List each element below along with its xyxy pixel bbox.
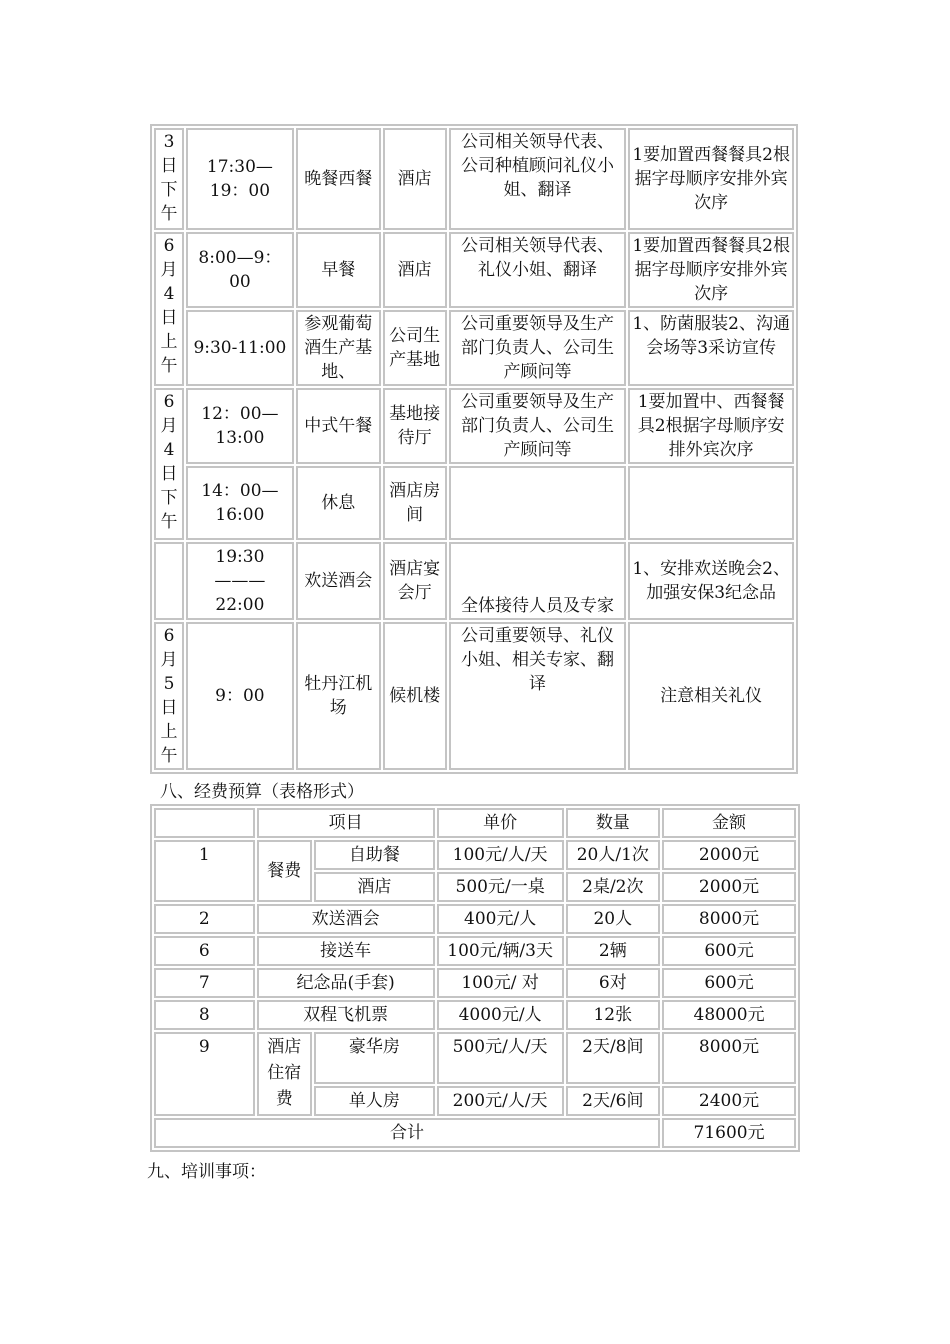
event-cell: 参观葡萄酒生产基地、 (296, 310, 381, 386)
amount-cell: 2400元 (662, 1086, 796, 1116)
row-no: 9 (154, 1032, 255, 1116)
place-cell: 候机楼 (383, 622, 447, 770)
place-cell: 基地接待厅 (383, 388, 447, 464)
table-row (154, 542, 794, 620)
people-cell: 全体接待人员及专家 (449, 542, 627, 620)
people-cell: 公司相关领导代表、礼仪小姐、翻译 (449, 232, 627, 308)
price-cell: 100元/人/天 (437, 840, 564, 870)
amount-cell: 2000元 (662, 872, 796, 902)
people-cell: 公司重要领导及生产部门负责人、公司生产顾问等 (449, 310, 627, 386)
table-row (154, 840, 796, 870)
table-row (154, 388, 794, 464)
row-no: 7 (154, 968, 255, 998)
notes-cell: 1、防菌服装2、沟通会场等3采访宣传 (628, 310, 794, 386)
header-item: 项目 (257, 808, 435, 838)
item-cell: 自助餐 (314, 840, 435, 870)
event-cell: 欢送酒会 (296, 542, 381, 620)
table-header-row (154, 808, 796, 838)
item-cell: 单人房 (314, 1086, 435, 1116)
row-no: 6 (154, 936, 255, 966)
notes-cell: 1要加置西餐餐具2根据字母顺序安排外宾次序 (628, 128, 794, 230)
qty-cell: 2天/6间 (566, 1086, 661, 1116)
qty-cell: 6对 (566, 968, 661, 998)
header-qty: 数量 (566, 808, 661, 838)
section-9-heading: 九、培训事项： (147, 1162, 266, 1182)
total-amount: 71600元 (662, 1118, 796, 1148)
place-cell: 公司生产基地 (383, 310, 447, 386)
price-cell: 500元/人/天 (437, 1032, 564, 1084)
meal-group-cell: 餐费 (257, 840, 312, 902)
notes-cell: 注意相关礼仪 (628, 622, 794, 770)
row-no: 8 (154, 1000, 255, 1030)
amount-cell: 8000元 (662, 904, 796, 934)
time-cell: 19:30———22:00 (186, 542, 294, 620)
qty-cell: 20人 (566, 904, 661, 934)
time-cell: 14：00—16:00 (186, 466, 294, 540)
row-no: 2 (154, 904, 255, 934)
qty-cell: 2桌/2次 (566, 872, 661, 902)
budget-table (150, 804, 800, 1152)
price-cell: 4000元/人 (437, 1000, 564, 1030)
amount-cell: 48000元 (662, 1000, 796, 1030)
table-row (154, 968, 796, 998)
item-cell: 纪念品(手套) (257, 968, 435, 998)
place-cell: 酒店宴会厅 (383, 542, 447, 620)
people-cell: 公司相关领导代表、公司种植顾问礼仪小姐、翻译 (449, 128, 627, 230)
price-cell: 500元/一桌 (437, 872, 564, 902)
item-cell: 接送车 (257, 936, 435, 966)
schedule-table (150, 124, 798, 774)
total-row (154, 1118, 796, 1148)
people-cell: 公司重要领导、礼仪小姐、相关专家、翻译 (449, 622, 627, 770)
qty-cell: 20人/1次 (566, 840, 661, 870)
price-cell: 400元/人 (437, 904, 564, 934)
notes-cell: 1、安排欢送晚会2、加强安保3纪念品 (628, 542, 794, 620)
day-cell: 6月5日上午 (154, 622, 184, 770)
table-row (154, 622, 794, 770)
day-cell: 6月4日下午 (154, 388, 184, 540)
item-cell: 豪华房 (314, 1032, 435, 1084)
place-cell: 酒店房间 (383, 466, 447, 540)
amount-cell: 600元 (662, 936, 796, 966)
day-cell: 3日下午 (154, 128, 184, 230)
amount-cell: 600元 (662, 968, 796, 998)
total-label: 合计 (154, 1118, 660, 1148)
header-price: 单价 (437, 808, 564, 838)
table-row (154, 128, 794, 230)
item-cell: 欢送酒会 (257, 904, 435, 934)
table-row (154, 466, 794, 540)
row-no: 1 (154, 840, 255, 902)
table-row (154, 310, 794, 386)
price-cell: 100元/辆/3天 (437, 936, 564, 966)
event-cell: 中式午餐 (296, 388, 381, 464)
time-cell: 8:00—9：00 (186, 232, 294, 308)
time-cell: 17:30—19：00 (186, 128, 294, 230)
header-amount: 金额 (662, 808, 796, 838)
event-cell: 早餐 (296, 232, 381, 308)
notes-cell (628, 466, 794, 540)
table-row (154, 232, 794, 308)
table-row (154, 904, 796, 934)
people-cell (449, 466, 627, 540)
amount-cell: 2000元 (662, 840, 796, 870)
table-row (154, 1032, 796, 1084)
item-cell: 双程飞机票 (257, 1000, 435, 1030)
time-cell: 9：00 (186, 622, 294, 770)
people-cell: 公司重要领导及生产部门负责人、公司生产顾问等 (449, 388, 627, 464)
qty-cell: 2辆 (566, 936, 661, 966)
qty-cell: 12张 (566, 1000, 661, 1030)
item-cell: 酒店 (314, 872, 435, 902)
time-cell: 9:30-11:00 (186, 310, 294, 386)
place-cell: 酒店 (383, 128, 447, 230)
time-cell: 12：00—13:00 (186, 388, 294, 464)
table-row (154, 936, 796, 966)
event-cell: 牡丹江机场 (296, 622, 381, 770)
place-cell: 酒店 (383, 232, 447, 308)
day-cell (154, 542, 184, 620)
qty-cell: 2天/8间 (566, 1032, 661, 1084)
amount-cell: 8000元 (662, 1032, 796, 1084)
header-no (154, 808, 255, 838)
table-row (154, 1000, 796, 1030)
event-cell: 休息 (296, 466, 381, 540)
price-cell: 100元/ 对 (437, 968, 564, 998)
notes-cell: 1要加置中、西餐餐具2根据字母顺序安排外宾次序 (628, 388, 794, 464)
hotel-group-cell: 酒店住宿费 (257, 1032, 312, 1116)
price-cell: 200元/人/天 (437, 1086, 564, 1116)
event-cell: 晚餐西餐 (296, 128, 381, 230)
day-cell: 6月4日上午 (154, 232, 184, 386)
section-8-heading: 八、经费预算（表格形式） (160, 782, 364, 802)
notes-cell: 1要加置西餐餐具2根据字母顺序安排外宾次序 (628, 232, 794, 308)
